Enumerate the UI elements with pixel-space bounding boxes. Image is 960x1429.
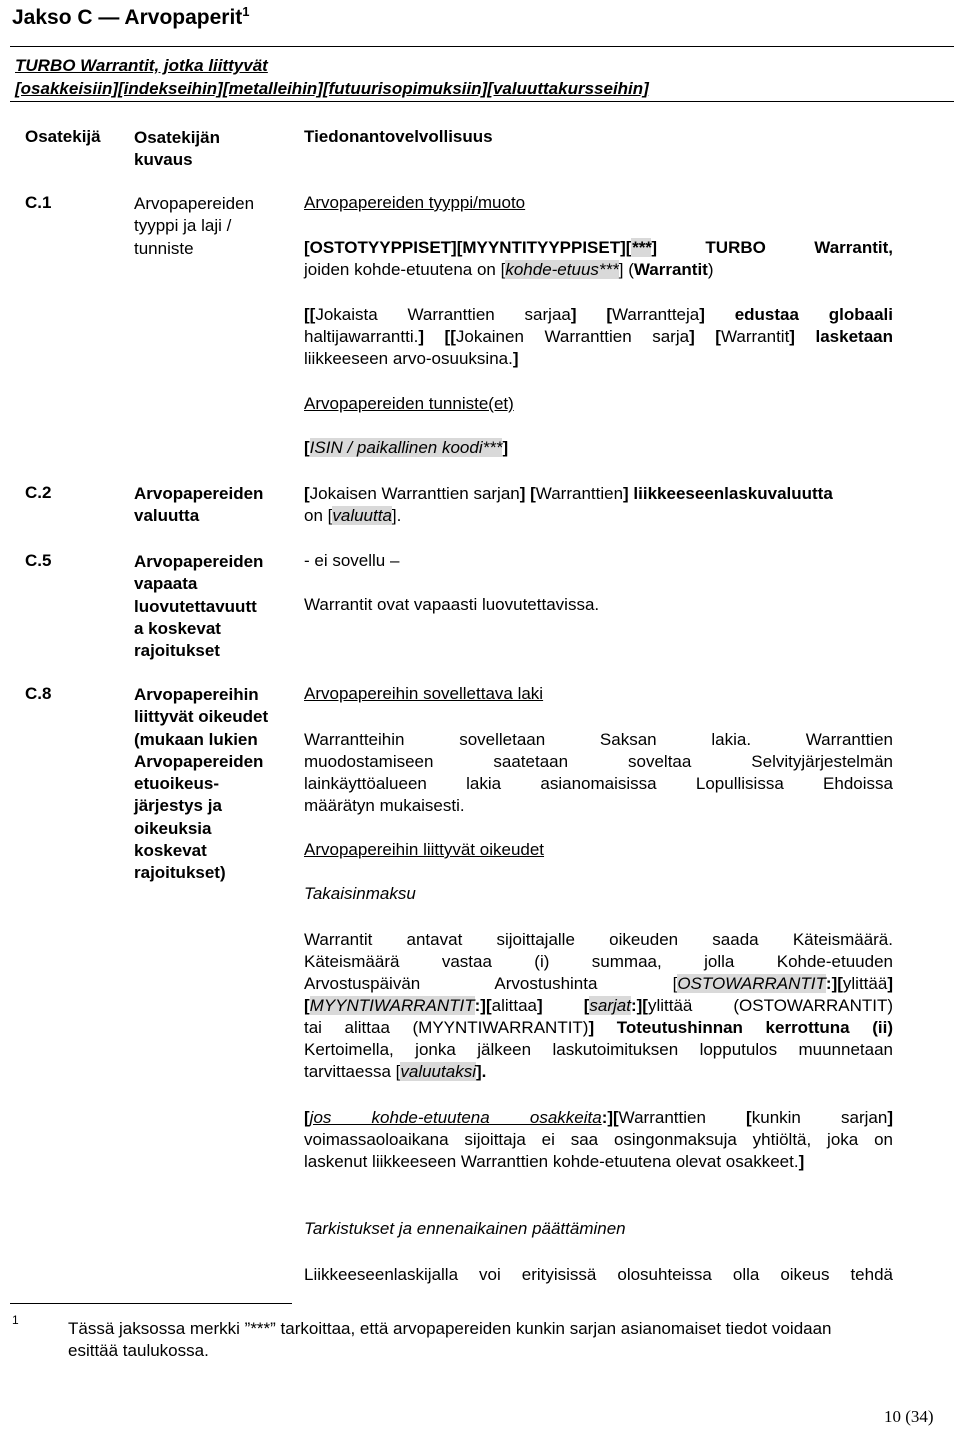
element-id-c8: C.8 [25, 684, 52, 703]
c8-adjust-text: Liikkeeseenlaskijalla voi erityisissä olosuhteissa olla oikeus tehdä [304, 1265, 893, 1284]
c8-redemption-line-5: tai alittaa (MYYNTIWARRANTIT)] Toteutushinnan kerrottuna (ii) [304, 1018, 893, 1037]
header-tiedonantovelvollisuus: Tiedonantovelvollisuus [304, 127, 493, 146]
footnote-rule [10, 1303, 292, 1304]
c8-law-line-4: määrätyn mukaisesti. [304, 796, 465, 815]
c5-text: Warrantit ovat vapaasti luovutettavissa. [304, 595, 600, 614]
c8-rights-heading: Arvopapereihin liittyvät oikeudet [304, 840, 545, 859]
c8-redemption-heading: Takaisinmaksu [304, 884, 416, 903]
c8-redemption-line-3: Arvostuspäivän Arvostushinta [OSTOWARRANTIT:][ylittää] [304, 974, 893, 993]
element-desc-c2: Arvopapereiden valuutta [134, 484, 264, 526]
page-heading: Jakso C — Arvopaperit$^1$ [12, 4, 250, 29]
c8-adjust-heading: Tarkistukset ja ennenaikainen päättäminen [304, 1219, 626, 1238]
element-desc-c1: Arvopapereiden tyyppi ja laji / tunniste [134, 194, 255, 258]
c8-shares-line-3: laskenut liikkeeseen Warranttien kohde-etuutena olevat osakkeet.] [304, 1152, 805, 1171]
element-desc-c8: Arvopapereihin liittyvät oikeudet (mukaan lukien Arvopapereiden etuoikeus-järjestys ja oikeuksia koskevat rajoitukset) [134, 685, 269, 883]
c8-shares-line-2: voimassaoloaikana sijoittaja ei saa osingonmaksuja yhtiöltä, joka on [304, 1130, 893, 1149]
footnote-line-2: esittää taulukossa. [68, 1341, 209, 1360]
c2-line-1: [Jokaisen Warranttien sarjan] [Warranttien] liikkeeseenlaskuvaluutta [304, 484, 833, 503]
page-number: 10 (34) [884, 1407, 934, 1426]
element-id-c1: C.1 [25, 193, 52, 212]
footnote-marker: 1 [12, 1313, 19, 1327]
header-osatekija: Osatekijä [25, 127, 101, 146]
title-line-2: [osakkeisiin][indekseihin][metalleihin][futuurisopimuksiin][valuuttakursseihin] [15, 79, 649, 98]
c1-series-line-2: haltijawarrantti.] [[Jokainen Warranttien sarja] [Warrantit] lasketaan [304, 327, 893, 346]
c8-redemption-line-2: Käteismäärä vastaa (i) summaa, jolla Kohde-etuuden [304, 952, 893, 971]
header-osatekijan-kuvaus: Osatekijän kuvaus [134, 128, 220, 170]
c1-type-line-1: [OSTOTYYPPISET][MYYNTITYYPPISET][***] TURBO Warrantit, [304, 238, 893, 257]
element-id-c5: C.5 [25, 551, 52, 570]
footnote-line-1: Tässä jaksossa merkki ”***” tarkoittaa, että arvopapereiden kunkin sarjan asianomaiset tiedot voidaan [68, 1319, 832, 1338]
footnote-ref: 1 [242, 4, 250, 19]
c8-shares-line-1: [jos kohde-etuutena osakkeita:][Warranttien [kunkin sarjan] [304, 1108, 894, 1127]
c1-series-line-3: liikkeeseen arvo-osuuksina.] [304, 349, 519, 368]
c8-redemption-line-7: tarvittaessa [valuutaksi]. [304, 1062, 487, 1081]
c1-identifier-value: [ISIN / paikallinen koodi***] [304, 438, 509, 457]
element-id-c2: C.2 [25, 483, 52, 502]
c8-law-line-1: Warrantteihin sovelletaan Saksan lakia. Warranttien [304, 730, 893, 749]
c1-identifier-heading: Arvopapereiden tunniste(et) [304, 394, 514, 413]
c1-type-heading: Arvopapereiden tyyppi/muoto [304, 193, 526, 212]
c1-series-line-1: [[Jokaista Warranttien sarjaa] [Warrantteja] edustaa globaali [304, 305, 893, 324]
c8-redemption-line-1: Warrantit antavat sijoittajalle oikeuden saada Käteismäärä. [304, 930, 893, 949]
c8-redemption-line-6: Kertoimella, jonka jälkeen laskutoimituksen lopputulos muunnetaan [304, 1040, 893, 1059]
element-desc-c5: Arvopapereiden vapaata luovutettavuutt a koskevat rajoitukset [134, 552, 264, 661]
c8-redemption-line-4: [MYYNTIWARRANTIT:][alittaa] [sarjat:][ylittää (OSTOWARRANTIT) [304, 996, 893, 1015]
title-box [10, 46, 954, 102]
title-line-1: TURBO Warrantit, jotka liittyvät [15, 56, 268, 75]
c1-type-line-2: joiden kohde-etuutena on [kohde-etuus***] (Warrantit) [304, 260, 714, 279]
c2-line-2: on [valuutta]. [304, 506, 402, 525]
c8-law-line-2: muodostamiseen saatetaan soveltaa Selvityjärjestelmän [304, 752, 893, 771]
c8-law-heading: Arvopapereihin sovellettava laki [304, 684, 544, 703]
c8-law-line-3: lainkäyttöalueen lakia asianomaisissa Lopullisissa Ehdoissa [304, 774, 893, 793]
c5-not-applicable: - ei sovellu – [304, 551, 400, 570]
